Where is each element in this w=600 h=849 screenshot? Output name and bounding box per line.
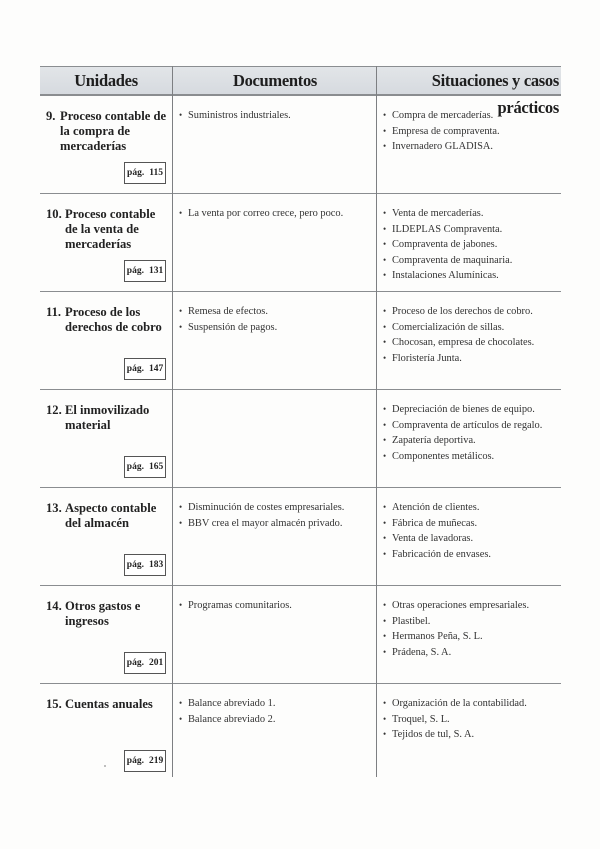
documents-list [179,206,343,222]
unit-number: 11. [46,305,62,319]
header-documents: Documentos [232,71,318,90]
unit-name: Aspecto contable del almacén [65,501,157,530]
page-number: 165 [148,462,164,472]
situation-item: • Plastibel. [383,614,529,630]
page-reference-box [124,554,166,576]
page-reference-box [124,750,166,772]
situation-item: • Zapatería deportiva. [383,433,542,449]
document-item: • Balance abreviado 2. [179,712,275,728]
unit-title [46,109,170,154]
situation-item: • Depreciación de bienes de equipo. [383,402,542,418]
unit-number: 14. [46,599,62,613]
unit-title [46,697,170,712]
table-body [40,96,561,778]
page-reference-box [124,358,166,380]
unit-name: Proceso contable de la venta de mercaderías [65,207,156,251]
table-row [40,684,561,778]
situation-item: • Compraventa de artículos de regalo. [383,418,542,434]
page-number: 183 [148,560,164,570]
situation-item: • Proceso de los derechos de cobro. [383,304,534,320]
unit-number: 13. [46,501,62,515]
table-row [40,194,561,292]
documents-list [179,500,344,531]
situation-item: • Hermanos Peña, S. L. [383,629,529,645]
situation-item: • Invernadero GLADISA. [383,139,500,155]
unit-number: 12. [46,403,62,417]
situations-list [383,206,512,284]
unit-title [46,599,170,629]
document-item: • Balance abreviado 1. [179,696,275,712]
situation-item: • Organización de la contabilidad. [383,696,527,712]
unit-number: 15. [46,697,62,711]
page-label: pág. [126,756,144,766]
page-number: 219 [148,756,164,766]
unit-number: 9. [46,109,56,123]
situations-list [383,304,534,366]
table-row [40,586,561,684]
situation-item: • Fábrica de muñecas. [383,516,491,532]
contents-table [40,66,561,778]
situation-item: • Compra de mercaderías. [383,108,500,124]
situation-item: • Componentes metálicos. [383,449,542,465]
page-reference-box [124,260,166,282]
page-reference-box [124,652,166,674]
page-label: pág. [126,658,144,668]
situations-list [383,108,500,155]
situation-item: • ILDEPLAS Compraventa. [383,222,512,238]
situation-item: • Empresa de compraventa. [383,124,500,140]
column-divider [172,66,173,777]
table-row [40,390,561,488]
unit-name: Cuentas anuales [65,697,153,711]
unit-name: Proceso contable de la compra de mercaderías [60,109,167,153]
table-row [40,96,561,194]
unit-name: Otros gastos e ingresos [65,599,141,628]
page-label: pág. [126,266,144,276]
document-item: • Suministros industriales. [179,108,291,124]
situation-item: • Otras operaciones empresariales. [383,598,529,614]
documents-list [179,696,275,727]
header-situations: Situaciones y casos prácticos [431,71,559,117]
situation-item: • Prádena, S. A. [383,645,529,661]
situations-list [383,500,491,562]
page-label: pág. [126,560,144,570]
situations-list [383,402,542,464]
page-reference-box [124,456,166,478]
situation-item: • Compraventa de maquinaria. [383,253,512,269]
situations-list [383,598,529,660]
document-item: • La venta por correo crece, pero poco. [179,206,343,222]
situation-item: • Fabricación de envases. [383,547,491,563]
page-label: pág. [127,168,145,178]
column-divider [376,66,377,777]
documents-list [179,304,277,335]
situation-item: • Atención de clientes. [383,500,491,516]
situation-item: • Venta de mercaderías. [383,206,512,222]
situation-item: • Instalaciones Alumínicas. [383,268,512,284]
document-item: • Programas comunitarios. [179,598,292,614]
document-item: • Remesa de efectos. [179,304,277,320]
unit-name: El inmovilizado material [65,403,150,432]
document-item: • BBV crea el mayor almacén privado. [179,516,344,532]
document-item: • Disminución de costes empresariales. [179,500,344,516]
unit-name: Proceso de los derechos de cobro [65,305,162,334]
page-number: 115 [149,168,163,178]
page-label: pág. [126,462,144,472]
situations-list [383,696,527,743]
unit-title [46,501,170,531]
unit-title [46,305,170,335]
page-number: 201 [148,658,164,668]
scan-speck [104,765,106,767]
header-units: Unidades [74,71,138,90]
situation-item: • Floristería Junta. [383,351,534,367]
situation-item: • Comercialización de sillas. [383,320,534,336]
unit-title [46,207,170,252]
unit-number: 10. [46,207,62,221]
situation-item: • Compraventa de jabones. [383,237,512,253]
table-row [40,292,561,390]
documents-list [179,598,292,614]
situation-item: • Tejidos de tul, S. A. [383,727,527,743]
page-number: 131 [148,266,164,276]
unit-title [46,403,170,433]
page-number: 147 [148,364,164,374]
table-row [40,488,561,586]
page-label: pág. [126,364,144,374]
documents-list [179,108,291,124]
situation-item: • Troquel, S. L. [383,712,527,728]
situation-item: • Venta de lavadoras. [383,531,491,547]
document-item: • Suspensión de pagos. [179,320,277,336]
page-reference-box [124,162,166,184]
situation-item: • Chocosan, empresa de chocolates. [383,335,534,351]
